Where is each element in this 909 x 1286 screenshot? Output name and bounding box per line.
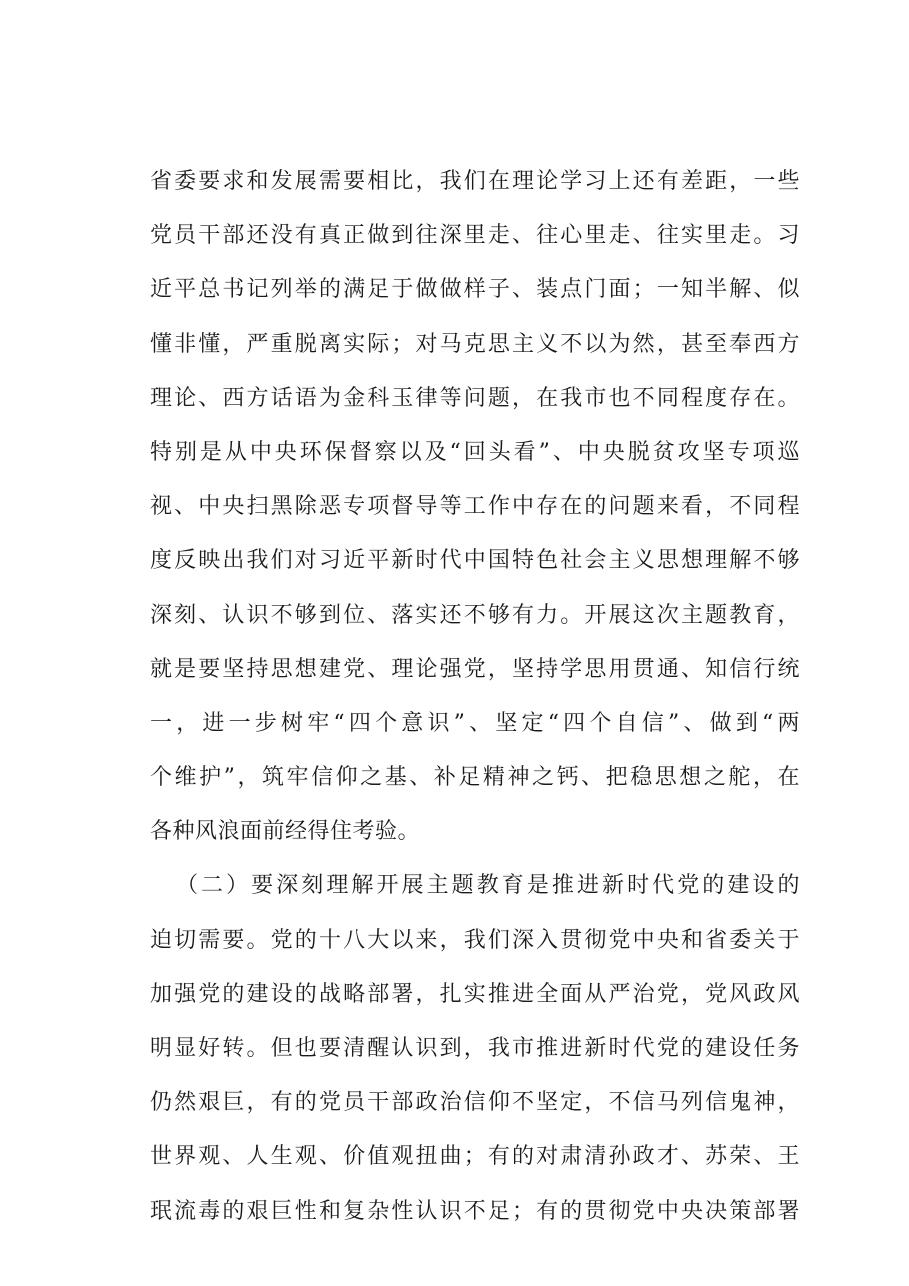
text-line: 就是要坚持思想建党、理论强党，坚持学思用贯通、知信行统	[150, 656, 800, 682]
text-line: 深刻、认识不够到位、落实还不够有力。开展这次主题教育，	[150, 602, 800, 628]
text-line: 明显好转。但也要清醒认识到，我市推进新时代党的建设任务	[150, 1036, 800, 1061]
text-line: 党员干部还没有真正做到往深里走、往心里走、往实里走。习	[150, 223, 800, 249]
text-line: 迫切需要。党的十八大以来，我们深入贯彻党中央和省委关于	[150, 927, 800, 953]
text-line: 世界观、人生观、价值观扭曲；有的对肃清孙政才、苏荣、王	[150, 1144, 800, 1170]
text-line: 视、中央扫黑除恶专项督导等工作中存在的问题来看，不同程	[150, 494, 800, 520]
text-line: 加强党的建设的战略部署，扎实推进全面从严治党，党风政风	[150, 981, 800, 1007]
section-heading-line: （二）要深刻理解开展主题教育是推进新时代党的建设的	[176, 873, 800, 899]
text-line: 珉流毒的艰巨性和复杂性认识不足；有的贯彻党中央决策部署	[150, 1198, 800, 1224]
text-line: 近平总书记列举的满足于做做样子、装点门面；一知半解、似	[150, 277, 800, 303]
text-line: 特别是从中央环保督察以及“回头看”、中央脱贫攻坚专项巡	[150, 439, 800, 465]
text-line: 个维护”，筑牢信仰之基、补足精神之钙、把稳思想之舵，在	[150, 765, 800, 791]
text-line: 懂非懂，严重脱离实际；对马克思主义不以为然，甚至奉西方	[150, 331, 800, 357]
body-text	[150, 155, 800, 1239]
text-line: 一，进一步树牢“四个意识”、坚定“四个自信”、做到“两	[150, 710, 800, 736]
text-line: 理论、西方话语为金科玉律等问题，在我市也不同程度存在。	[150, 385, 800, 411]
text-line: 省委要求和发展需要相比，我们在理论学习上还有差距，一些	[150, 169, 800, 194]
text-line: 度反映出我们对习近平新时代中国特色社会主义思想理解不够	[150, 548, 800, 574]
text-line: 仍然艰巨，有的党员干部政治信仰不坚定，不信马列信鬼神，	[150, 1090, 800, 1116]
paragraph-end-line: 各种风浪面前经得住考验。	[150, 819, 421, 845]
